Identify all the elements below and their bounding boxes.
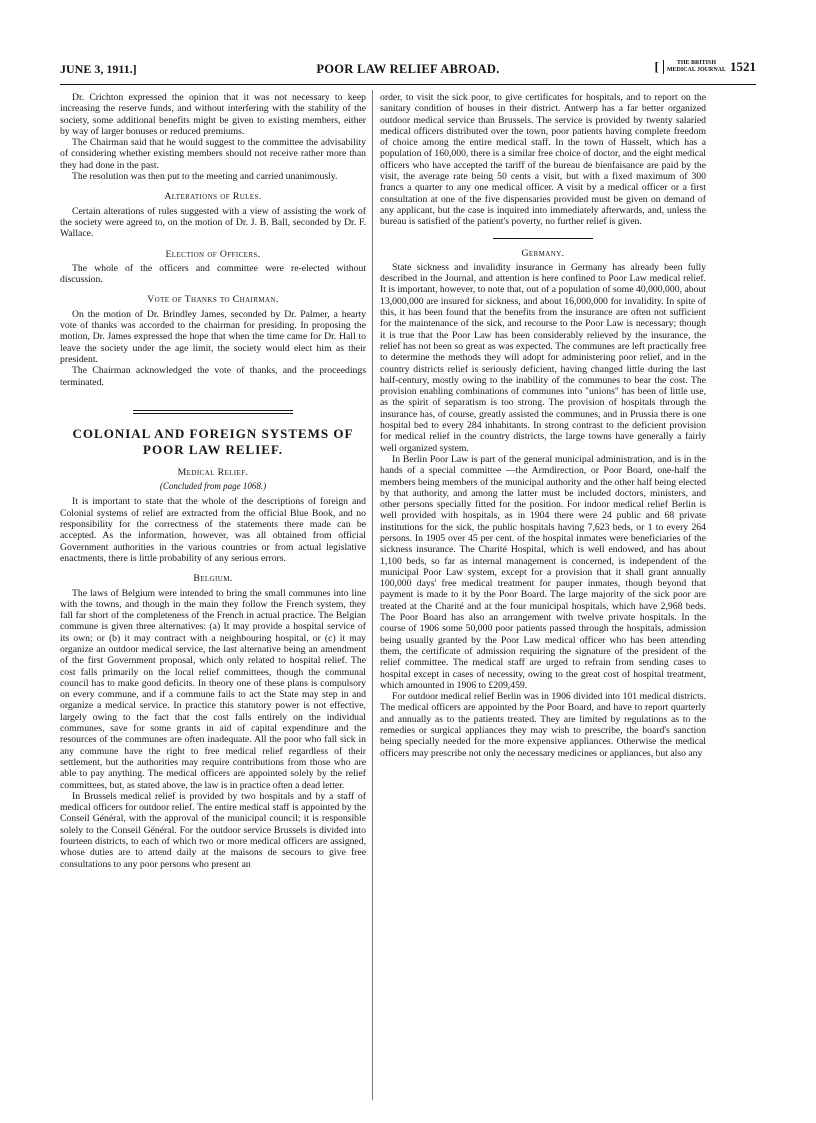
paragraph: For outdoor medical relief Berlin was in 1906 divided into 101 medical districts. The medical officers are appointed by the Poor Board, and have to report quarterly and annually as to the patients treated. They are limited by regulations as to the remedies or surgical appliances they may wish to prescribe, the board's sanction being specially needed for the more expensive appliances. Otherwise the medical officers may prescribe not only the necessary medicines or appliances, but also any [380,691,706,759]
running-header [60,59,756,82]
paragraph: State sickness and invalidity insurance in Germany has already been fully described in the Journal, and attention is here confined to Poor Law medical relief. It is important, however, to note that, out of a population of some 40,000,000, about 13,000,000 are insured for sickness, and about 16,000,000 for invalidity. In spite of this, it has been found that the benefits from the insurance are often not sufficient for the maintenance of the sick, and recourse to the Poor Law is necessary; though it is true that the Poor Law has been considerably relieved by the insurance, the relief has not been so great as was expected. The communes are left practically free to determine the methods they will adopt for administering poor relief, and in the country districts relief is seriously deficient, having changed little during the last half-century, mostly owing to the inability of the communes to bear the cost. The provision enabling combinations of communes into "unions" has been of little use, as the spirit of separatism is too strong. The provision of hospitals through the insurance has, of course, greatly assisted the communes, and in Prussia there is one hospital bed to every 284 inhabitants. In strong contrast to the deficient provision for medical relief in the country districts, the large towns have generally a fairly well organized system. [380,261,706,454]
paragraph: order, to visit the sick poor, to give certificates for hospitals, and to report on the sanitary condition of houses in their district. Antwerp has a far better organized outdoor medical service than Brussels. The service is provided by twenty salaried medical officers distributed over the town, poor patients having complete freedom of choice among the entire medical staff. In the town of Hasselt, which has a population of 160,000, there is a similar free choice of doctor, and the eight medical officers who have accepted the tariff of the bureau de bienfaisance are paid by the visit, the average rate being 50 cents a visit, but with a fixed maximum of 300 francs a quarter to any one medical officer. A visit by a medical officer or a first consultation at one of the five dispensaries provided must be given on demand of any applicant, but the case is inquired into immediately afterwards, and, unless the bureau is satisfied of the patient's poverty, no further relief is given. [380,92,706,228]
journal-masthead [654,59,756,75]
paragraph: In Berlin Poor Law is part of the general municipal administration, and is in the hands of a special committee —the Armdirection, or Poor Board, one-half the members being members of the municipal authority and the other half being elected by that authority, and among the latter must be included doctors, ministers, and other persons specially fitted for the position. For indoor medical relief Berlin is well provided with hospitals, as in 1904 there were 24 public and 68 private institutions for the sick, the public hospitals having 7,623 beds, or 1 to every 264 persons. In 1905 over 45 per cent. of the hospital inmates were beneficiaries of the sickness insurance. The Charité Hospital, which is well endowed, and has about 1,100 beds, so far as internal management is concerned, is independent of the municipal Poor Law system, except for a provision that it shall grant annually 100,000 days' free medical treatment for pauper inmates, though beyond that payment is made to it by the Poor Board. The large majority of the sick poor are treated at the Charité and at the four municipal hospitals, which have 2,968 beds. The Poor Board has also an arrangement with twelve private hospitals. In the course of 1906 some 50,000 poor patients passed through the hospitals, admission being usually granted by the Poor Law medical officer who has been attending them, the certificate of admission requiring the signature of the president of the relief committee. The medical staff are urged to refrain from sending cases to hospital except in cases of necessity, owing to the great cost of hospital treatment, which amounted in 1906 to £209,459. [380,453,706,691]
subheading-belgium: Belgium. [193,573,233,585]
subheading-vote: Vote of Thanks to Chairman. [147,294,279,306]
section-divider [133,410,293,414]
journal-name-line2: MEDICAL JOURNAL [666,67,726,73]
paragraph: It is important to state that the whole of the descriptions of foreign and Colonial systems of relief are extracted from the official Blue Book, and no responsibility for the correctness of the statements there made can be accepted. As the information, however, was all obtained from official Government authorities in the various countries or from actual legislative enactments, there is little probability of any serious errors. [60,496,366,564]
section-title [60,426,366,458]
section-title-line1: COLONIAL AND FOREIGN SYSTEMS OF [72,425,354,441]
paragraph: On the motion of Dr. Brindley James, seconded by Dr. Palmer, a hearty vote of thanks was accorded to the chairman for presiding. In proposing the motion, Dr. James expressed the hope that when the time came for Dr. Hall to leave the society under the age limit, the society would elect him as their president. [60,308,366,365]
continuation-note: (Concluded from page 1068.) [159,481,267,492]
issue-date: JUNE 3, 1911.] [60,62,137,76]
paragraph: The resolution was then put to the meeting and carried unanimously. [72,171,338,183]
journal-name-line1: THE BRITISH [676,60,716,66]
paragraph: Dr. Crichton expressed the opinion that it was not necessary to keep increasing the reserve funds, and without interfering with the stability of the society, some additional benefits might be given to existing members, either by way of larger bonuses or reduced premiums. [60,92,366,137]
section-rule [493,238,593,239]
paragraph: The laws of Belgium were intended to bring the small communes into line with the towns, and though in the main they follow the French system, they fall far short of the completeness of the French in actual practice. The Belgian commune is given three alternatives: (a) It may provide a hospital service of its own; or (b) it may contract with a neighbouring hospital, or (c) it may organize an outdoor medical service, the last alternative being an amendment of the first Government proposal, which only related to hospital relief. The cost falls primarily on the local relief committees, though the communal council has to make good deficits. In theory one of these plans is compulsory on every commune, and if a commune fails to act the State may step in and organize a medical service. In practice this statutory power is not effective, largely owing to the fact that the cost falls entirely on the individual communes, save for some grants in aid of capital expenditure and the resources of the communes are often inadequate. All the poor who fall sick in any commune have the right to free medical relief regardless of their settlement, but the authorities may require contributions from those who are able to pay anything. The medical officers are appointed solely by the relief committees, but, as stated above, the law is in practice often a dead letter. [60,587,366,791]
page-number: 1521 [730,59,756,74]
subheading-germany: Germany. [521,247,565,259]
paragraph: Certain alterations of rules suggested with a view of assisting the work of the society were agreed to, on the motion of Dr. J. B. Ball, seconded by Dr. F. Wallace. [60,205,366,240]
paragraph: The Chairman acknowledged the vote of thanks, and the proceedings terminated. [60,365,366,388]
subheading-medical-relief: Medical Relief. [177,466,249,478]
header-rule [60,84,756,85]
paragraph: The whole of the officers and committee were re-elected without discussion. [60,262,366,286]
paragraph: In Brussels medical relief is provided by two hospitals and by a staff of medical officers for outdoor relief. The entire medical staff is appointed by the Conseil Général, with the approval of the municipal council; it is responsible solely to the Conseil Général. For the outdoor service Brussels is divided into fourteen districts, to each of which two or more medical officers are assigned, whose duties are to attend daily at the maisons de secours to give free consultations to any poor persons who present an [60,790,366,870]
journal-name [663,60,726,74]
header-bracket: [ [654,59,659,74]
subheading-alterations: Alterations of Rules. [164,191,262,203]
section-title-line2: POOR LAW RELIEF. [143,441,283,457]
column-divider [372,90,373,1100]
running-title: POOR LAW RELIEF ABROAD. [316,62,500,76]
right-column [380,92,706,759]
paragraph: The Chairman said that he would suggest to the committee the advisability of considering whether existing members should not receive rather more than they had done in the past. [60,137,366,171]
left-column [60,92,366,870]
subheading-election: Election of Officers. [165,248,261,260]
